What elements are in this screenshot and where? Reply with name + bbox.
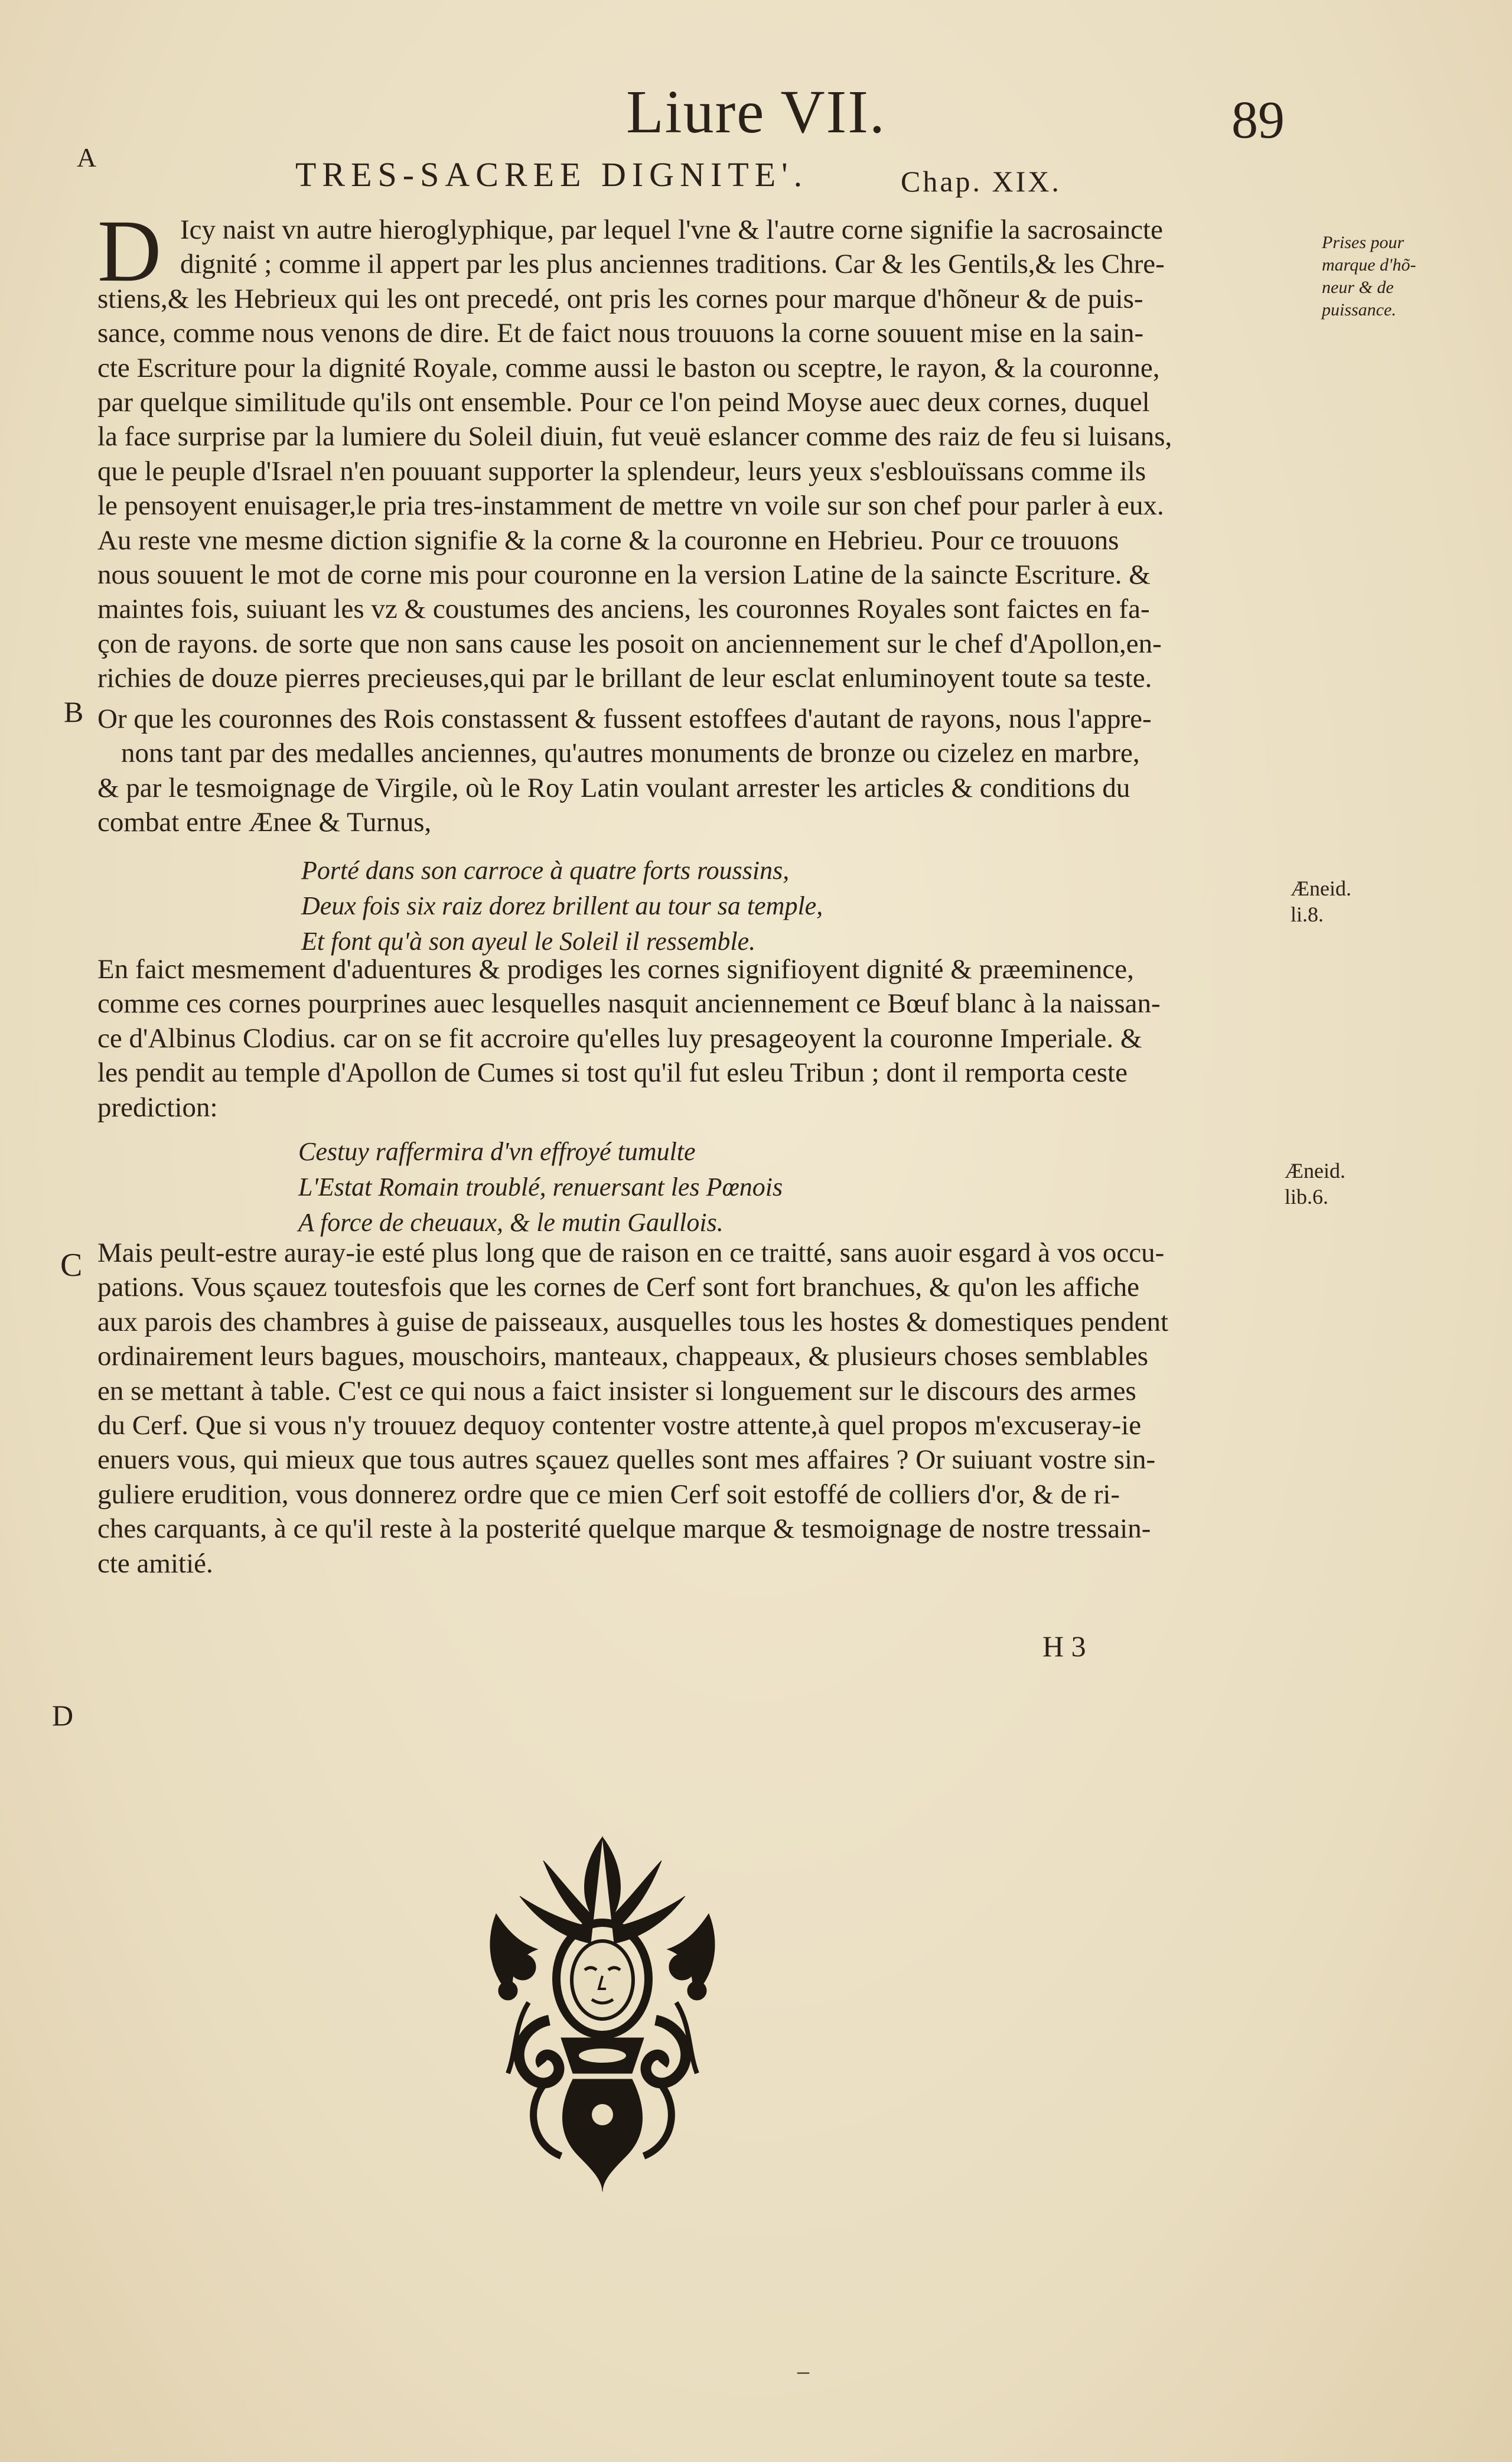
section-letter-c: C xyxy=(60,1247,83,1284)
text-line: sance, comme nous venons de dire. Et de faict nous trouuons la corne souuent mise en la sain- xyxy=(97,318,1144,349)
text-line: & par le tesmoignage de Virgile, où le Roy Latin voulant arrester les articles & conditions du xyxy=(97,772,1130,803)
grotesque-mask-ornament xyxy=(472,1825,732,2197)
text-line: maintes fois, suiuant les vz & coustumes des anciens, les couronnes Royales sont faictes en fa- xyxy=(97,594,1150,625)
text-line: En faict mesmement d'aduentures & prodiges les cornes signifioyent dignité & præeminence, xyxy=(97,954,1134,985)
text-line: cte amitié. xyxy=(97,1548,213,1579)
margin-note-aeneid-8: Æneid. li.8. xyxy=(1291,877,1351,926)
text-line: ches carquants, à ce qu'il reste à la posterité quelque marque & tesmoignage de nostre tressain- xyxy=(97,1513,1151,1545)
text-line: Icy naist vn autre hieroglyphique, par lequel l'vne & l'autre corne signifie la sacrosaincte xyxy=(180,214,1163,245)
text-line: prediction: xyxy=(97,1092,218,1123)
text-line: ordinairement leurs bagues, mouschoirs, manteaux, chappeaux, & plusieurs choses semblables xyxy=(97,1341,1149,1372)
verse-line: A force de cheuaux, & le mutin Gaullois. xyxy=(298,1208,724,1237)
verse-line: Deux fois six raiz dorez brillent au tour sa temple, xyxy=(301,891,823,920)
verse-line: Et font qu'à son ayeul le Soleil il ressemble. xyxy=(301,927,756,956)
text-line: aux parois des chambres à guise de paisseaux, ausquelles tous les hostes & domestiques pendent xyxy=(97,1306,1169,1337)
text-line: Mais peult-estre auray-ie esté plus long que de raison en ce traitté, sans auoir esgard à vos occu- xyxy=(97,1237,1165,1268)
drop-cap: D xyxy=(97,202,162,300)
section-letter-b: B xyxy=(64,695,84,728)
margin-note-honor: Prises pour marque d'hõ- neur & de puissance. xyxy=(1322,233,1416,320)
text-line: çon de rayons. de sorte que non sans cause les posoit on anciennement sur le chef d'Apollon,en- xyxy=(97,628,1162,659)
chapter-number: Chap. XIX. xyxy=(901,165,1061,198)
text-line: richies de douze pierres precieuses,qui par le brillant de leur esclat enluminoyent toute sa teste. xyxy=(97,663,1152,694)
text-line: stiens,& les Hebrieux qui les ont precedé, ont pris les cornes pour marque d'hõneur & de puis- xyxy=(97,283,1143,314)
text-line: la face surprise par la lumiere du Soleil diuin, fut veuë eslancer comme des raiz de feu si luisans, xyxy=(97,421,1172,452)
verse-virgil-1 xyxy=(301,853,1305,959)
text-line: en se mettant à table. C'est ce qui nous a faict insister si longuement sur le discours des armes xyxy=(97,1375,1136,1406)
text-line: dignité ; comme il appert par les plus anciennes traditions. Car & les Gentils,& les Chre- xyxy=(180,249,1165,280)
text-line: cte Escriture pour la dignité Royale, comme aussi le baston ou sceptre, le rayon, & la couronne, xyxy=(97,352,1160,383)
chapter-heading: TRES-SACREE DIGNITE'. xyxy=(295,155,809,194)
text-line: Au reste vne mesme diction signifie & la corne & la couronne en Hebrieu. Pour ce trouuons xyxy=(97,525,1119,556)
text-line: nons tant par des medalles anciennes, qu'autres monuments de bronze ou cizelez en marbre, xyxy=(121,738,1140,769)
text-line: pations. Vous sçauez toutesfois que les cornes de Cerf sont fort branchues, & qu'on les affiche xyxy=(97,1272,1140,1303)
verse-virgil-2 xyxy=(298,1134,1302,1240)
section-letter-a: A xyxy=(77,142,97,172)
paragraph-4 xyxy=(97,1236,1293,1581)
text-line: les pendit au temple d'Apollon de Cumes si tost qu'il fut esleu Tribun ; dont il remporta ceste xyxy=(97,1057,1128,1089)
text-line: que le peuple d'Israel n'en pouuant supporter la splendeur, leurs yeux s'esblouïssans comme ils xyxy=(97,455,1146,487)
text-line: ce d'Albinus Clodius. car on se fit accroire qu'elles luy presageoyent la couronne Imperiale. & xyxy=(97,1022,1142,1054)
verse-line: Porté dans son carroce à quatre forts roussins, xyxy=(301,856,790,885)
text-line: nous souuent le mot de corne mis pour couronne en la version Latine de la saincte Escriture. & xyxy=(97,559,1151,590)
paragraph-2 xyxy=(97,702,1293,840)
paragraph-1 xyxy=(97,213,1293,695)
folio-number: 89 xyxy=(1231,91,1285,149)
margin-note-aeneid-6: Æneid. lib.6. xyxy=(1285,1159,1345,1209)
bottom-mark: – xyxy=(797,2357,809,2384)
text-line: par quelque similitude qu'ils ont ensemble. Pour ce l'on peind Moyse auec deux cornes, duquel xyxy=(97,386,1150,418)
paragraph-3 xyxy=(97,952,1293,1125)
running-title: Liure VII. xyxy=(626,78,886,146)
text-line: enuers vous, qui mieux que tous autres sçauez quelles sont mes affaires ? Or suiuant vostre sin- xyxy=(97,1444,1156,1476)
text-line: le pensoyent enuisager,le pria tres-instamment de mettre vn voile sur son chef pour parler à eux. xyxy=(97,490,1164,522)
text-line: Or que les couronnes des Rois constassent & fussent estoffees d'autant de rayons, nous l'appre- xyxy=(97,704,1152,734)
verse-line: L'Estat Romain troublé, renuersant les Pœnois xyxy=(298,1173,783,1201)
text-line: combat entre Ænee & Turnus, xyxy=(97,807,432,838)
verse-line: Cestuy raffermira d'vn effroyé tumulte xyxy=(298,1137,696,1166)
text-line: comme ces cornes pourprines auec lesquelles nasquit anciennement ce Bœuf blanc à la naissan- xyxy=(97,988,1161,1020)
text-line: guliere erudition, vous donnerez ordre que ce mien Cerf soit estoffé de colliers d'or, & de ri- xyxy=(97,1478,1120,1510)
text-line: du Cerf. Que si vous n'y trouuez dequoy contenter vostre attente,à quel propos m'excuseray-ie xyxy=(97,1409,1142,1441)
section-letter-d: D xyxy=(52,1699,74,1732)
signature-mark: H 3 xyxy=(1042,1630,1086,1663)
